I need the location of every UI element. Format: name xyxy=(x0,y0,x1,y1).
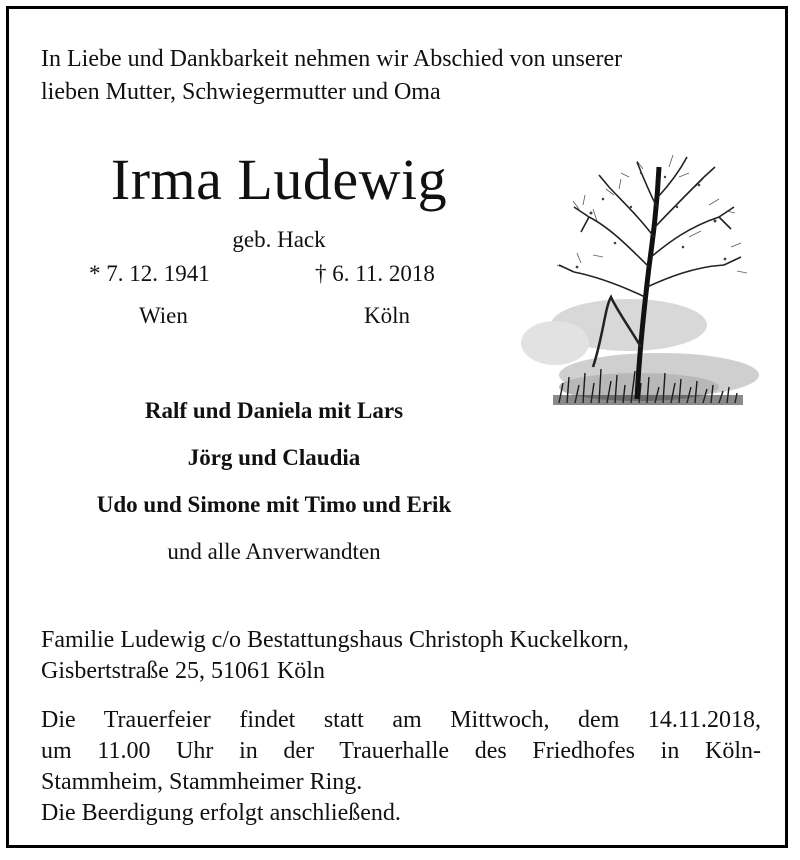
birth-date: * 7. 12. 1941 xyxy=(89,261,210,286)
mourner-entry: Ralf und Daniela mit Lars xyxy=(144,398,404,423)
deceased-name: Irma Ludewig xyxy=(110,147,448,212)
intro-text xyxy=(41,43,761,109)
birth-place: Wien xyxy=(139,303,188,328)
obituary-notice xyxy=(6,6,788,848)
ceremony-line: Die Trauerfeier findet statt am Mittwoch, dem 14.11.2018, xyxy=(41,707,761,733)
death-date: † 6. 11. 2018 xyxy=(315,261,435,286)
address-line: Gisbertstraße 25, 51061 Köln xyxy=(41,658,325,684)
ceremony-line: um 11.00 Uhr in der Trauerhalle des Friedhofes in Köln- xyxy=(41,738,761,764)
mourner-entry: Udo und Simone mit Timo und Erik xyxy=(96,492,452,517)
maiden-name: geb. Hack xyxy=(232,227,326,252)
mourner-entry: Jörg und Claudia xyxy=(187,445,361,470)
address-line: Familie Ludewig c/o Bestattungshaus Christoph Kuckelkorn, xyxy=(41,627,629,653)
burial-line: Die Beerdigung erfolgt anschließend. xyxy=(41,800,401,826)
intro-line: lieben Mutter, Schwiegermutter und Oma xyxy=(41,79,441,105)
ceremony-line: Stammheim, Stammheimer Ring. xyxy=(41,769,363,795)
tree-illustration-icon xyxy=(519,147,771,423)
ceremony-info xyxy=(41,705,761,829)
mourners-list xyxy=(39,387,509,575)
other-relatives: und alle Anverwandten xyxy=(167,539,381,564)
death-place: Köln xyxy=(364,303,410,328)
contact-address xyxy=(41,625,761,687)
intro-line: In Liebe und Dankbarkeit nehmen wir Abschied von unserer xyxy=(41,46,623,72)
